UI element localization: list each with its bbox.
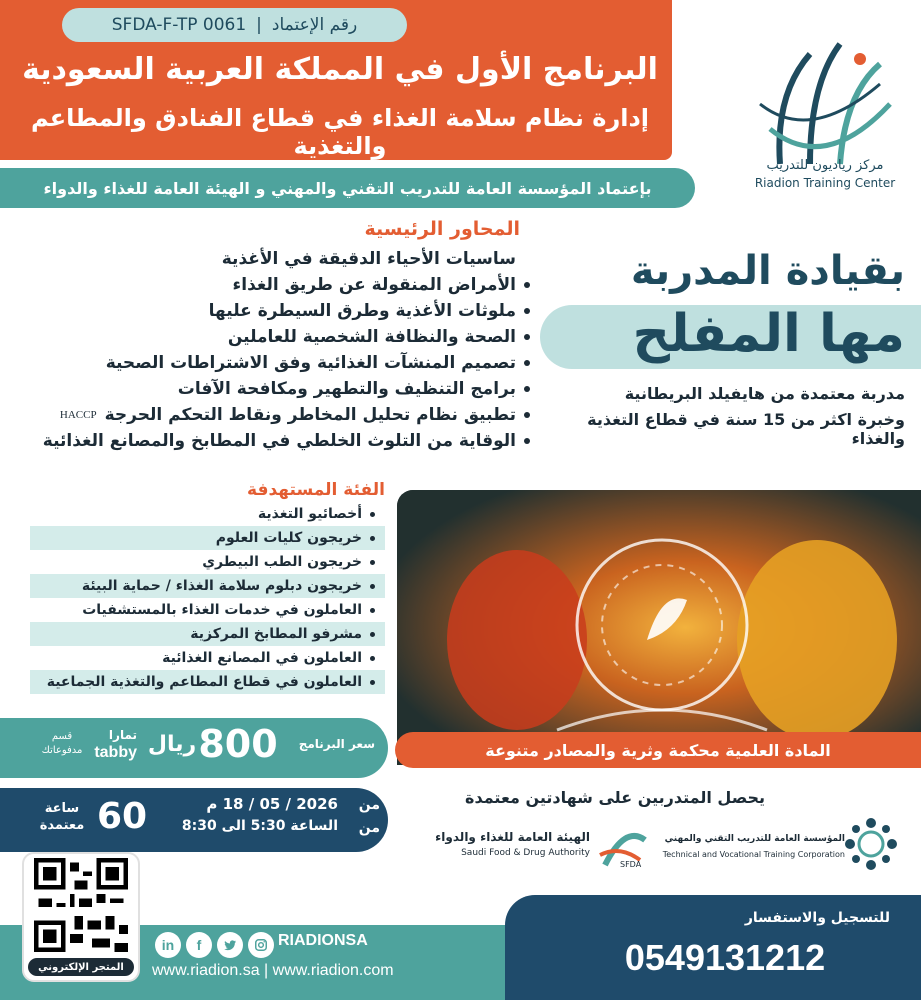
target-item: أخصائيو التغذية <box>30 502 385 526</box>
target-item: خريجون الطب البيطري <box>30 550 385 574</box>
sfda-logo-icon <box>415 815 655 875</box>
hours-label: ساعة معتمدة <box>39 801 85 833</box>
price-currency: ريال <box>147 732 197 757</box>
trainer-name: مها المفلح <box>632 304 905 364</box>
sfda-abbr: SFDA <box>620 860 642 869</box>
qr-code-icon[interactable] <box>34 858 128 952</box>
date-from-label: من <box>358 797 380 813</box>
topics-heading: المحاور الرئيسية <box>364 218 520 240</box>
hero-image <box>397 490 921 765</box>
target-item: خريجون دبلوم سلامة الغذاء / حماية البيئة <box>30 574 385 598</box>
linkedin-icon[interactable]: in <box>155 932 181 958</box>
page-title: البرنامج الأول في المملكة العربية السعودية <box>22 52 658 87</box>
target-item: مشرفو المطابخ المركزية <box>30 622 385 646</box>
certificates-heading: يحصل المتدربين على شهادتين معتمدة <box>465 788 765 807</box>
facebook-icon[interactable]: f <box>186 932 212 958</box>
website-links[interactable]: www.riadion.sa | www.riadion.com <box>152 962 394 979</box>
register-label: للتسجيل والاستفسار <box>744 910 890 926</box>
hours-value: 60 <box>96 796 148 837</box>
target-item: خريجون كليات العلوم <box>30 526 385 550</box>
target-list <box>30 502 385 694</box>
trainer-bio-line1: مدربة معتمدة من هايفيلد البريطانية <box>624 384 905 403</box>
trainer-lead: بقيادة المدربة <box>630 248 905 294</box>
topic-item: ملوثات الأغذية وطرق السيطرة عليها <box>40 298 530 324</box>
instagram-icon[interactable] <box>248 932 274 958</box>
tabby-logo: tabby <box>94 744 137 761</box>
hero-caption: المادة العلمية محكمة وثرية والمصادر متنوعة <box>395 732 921 768</box>
installment-note: قسم مدفوعاتك <box>41 731 83 756</box>
approval-separator: | <box>256 15 262 35</box>
sfda-name-en: Saudi Food & Drug Authority <box>461 848 590 858</box>
topic-item: تصميم المنشآت الغذائية وفق الاشتراطات الصحية <box>40 350 530 376</box>
social-handle: RIADIONSA <box>278 932 368 949</box>
topic-item: برامج التنظيف والتطهير ومكافحة الآفات <box>40 376 530 402</box>
tvtc-name-ar: المؤسسة العامة للتدريب التقني والمهني <box>664 834 845 844</box>
tvtc-logo-icon <box>842 815 900 873</box>
start-date: 2026 / 05 / 18 م <box>206 795 338 813</box>
topic-item: الوقاية من التلوث الخلطي في المطابخ والمصانع الغذائية <box>40 428 530 454</box>
tamara-logo: تمارا <box>108 728 137 742</box>
pepper-hands-image <box>397 490 921 765</box>
target-item: العاملون في قطاع المطاعم والتغذية الجماعية <box>30 670 385 694</box>
approval-tag <box>62 8 407 42</box>
target-item: العاملون في خدمات الغذاء بالمستشفيات <box>30 598 385 622</box>
program-subtitle: إدارة نظام سلامة الغذاء في قطاع الفنادق والمطاعم والتغذية <box>30 104 650 160</box>
logo-name-en: Riadion Training Center <box>754 176 896 190</box>
target-heading: الفئة المستهدفة <box>247 480 385 500</box>
phone-number[interactable]: 0549131212 <box>624 937 826 978</box>
topic-item: الأمراض المنقولة عن طريق الغذاء <box>40 272 530 298</box>
sfda-name-ar: الهيئة العامة للغذاء والدواء <box>435 830 590 844</box>
twitter-icon[interactable] <box>217 932 243 958</box>
approval-label: رقم الإعتماد <box>271 15 358 35</box>
tvtc-name-en: Technical and Vocational Training Corporation <box>662 850 845 859</box>
session-time: الساعة 5:30 الى 8:30 <box>181 818 338 834</box>
topic-item: الصحة والنظافة الشخصية للعاملين <box>40 324 530 350</box>
logo-name-ar: مركز رياديون للتدريب <box>766 158 884 173</box>
store-label[interactable]: المتجر الإلكتروني <box>28 958 134 976</box>
time-from-label: من <box>358 820 380 836</box>
topics-list <box>40 246 530 454</box>
price-label: سعر البرنامج <box>298 737 375 751</box>
topic-item: ساسيات الأحياء الدقيقة في الأغذية <box>221 249 516 269</box>
price-value: 800 <box>198 722 278 766</box>
accreditation-bar: بإعتماد المؤسسة العامة للتدريب التقني والمهني و الهيئة العامة للغذاء والدواء <box>0 168 695 208</box>
approval-number: SFDA-F-TP 0061 <box>111 15 247 35</box>
trainer-bio-line2: وخبرة اكثر من 15 سنة في قطاع التغذية والغذاء <box>587 410 905 448</box>
topic-item: HACCP تطبيق نظام تحليل المخاطر ونقاط التحكم الحرجة <box>40 402 530 428</box>
target-item: العاملون في المصانع الغذائية <box>30 646 385 670</box>
haccp-label: HACCP <box>59 409 97 421</box>
